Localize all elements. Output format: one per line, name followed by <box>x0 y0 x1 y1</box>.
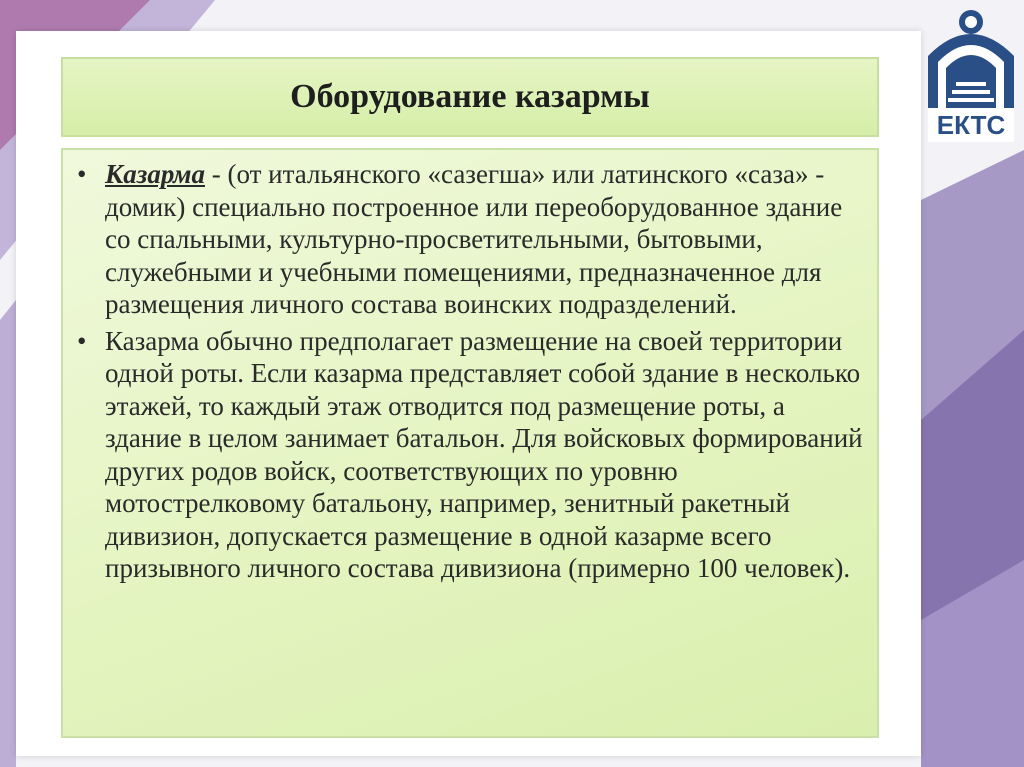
bullet-definition <box>77 158 867 321</box>
bullet-description <box>77 325 867 585</box>
logo-text: ЕКТС <box>936 110 1006 140</box>
bullet-dot: • <box>77 159 87 189</box>
slide-title: Оборудование казармы <box>290 78 650 115</box>
title-panel <box>61 57 879 137</box>
college-emblem-icon <box>922 4 1020 144</box>
description-text: Казарма обычно предполагает размещение на своей территории одной роты. Если казарма представляет собой здание в несколько этажей, то каждый этаж отводится под размещение роты, а здание в целом занимает батальон. Для войсковых формирований других родов войск, соответствующих по уровню мотострелковому батальону, например, зенитный ракетный дивизион, допускается размещение в одной казарме всего призывного личного состава дивизиона (примерно 100 человек). <box>105 325 863 583</box>
bullet-dot: • <box>77 325 87 356</box>
term-kazarma: Казарма <box>105 159 205 189</box>
content-panel <box>61 148 879 738</box>
definition-text: - (от итальянского «сазегша» или латинского «саза» - домик) специально построенное или переоборудованное здание со спальными, культурно-просветительными, бытовыми, служебными и учебными помещениями, предназначенное для размещения личного состава воинских подразделений. <box>105 159 843 319</box>
